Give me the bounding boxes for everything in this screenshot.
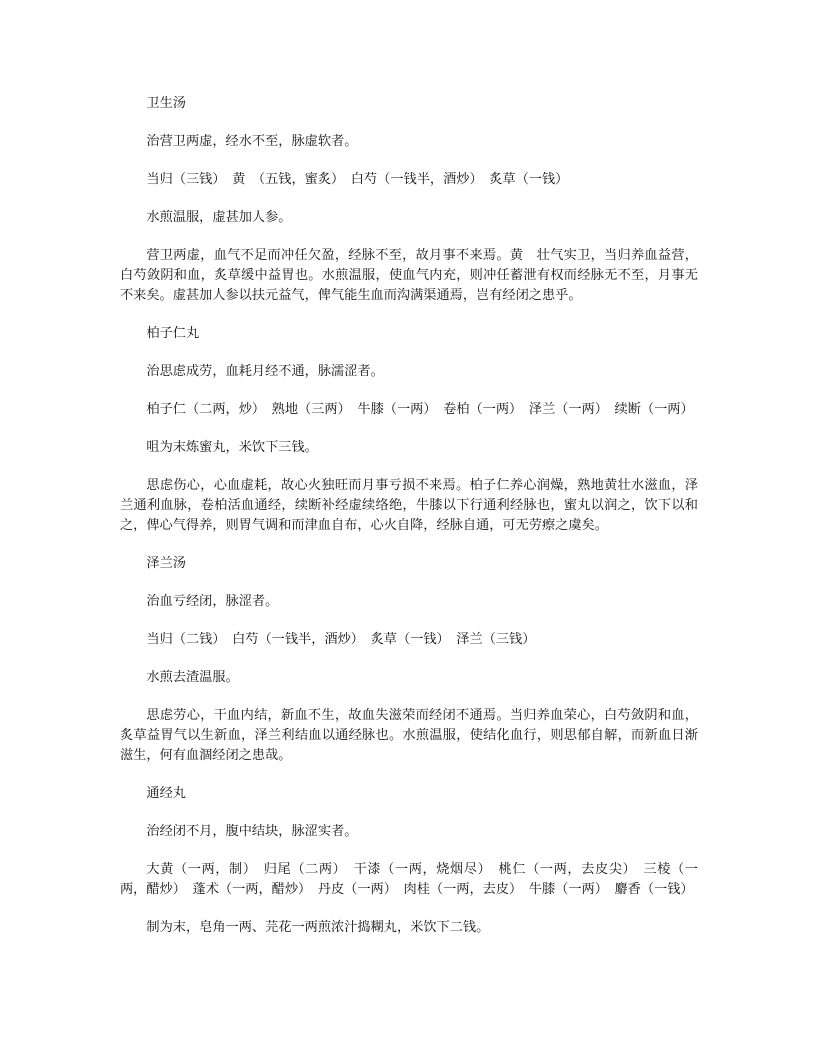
section-title-tongjing-wan: 通经丸 <box>146 786 186 801</box>
indication-tongjing-wan: 治经闭不月，腹中结块，脉涩实者。 <box>146 824 358 839</box>
indication-weisheng-tang: 治营卫两虚，经水不至，脉虚软者。 <box>146 134 358 149</box>
usage-weisheng-tang: 水煎温服，虚甚加人参。 <box>146 210 292 225</box>
usage-zelan-tang: 水煎去渣温服。 <box>146 670 239 685</box>
ingredients-weisheng-tang: 当归（三钱） 黄 （五钱，蜜炙） 白芍（一钱半，酒炒） 炙草（一钱） <box>146 172 569 187</box>
indication-zelan-tang: 治血亏经闭，脉涩者。 <box>146 594 279 609</box>
commentary-baiziren-wan: 思虑伤心，心血虚耗，故心火独旺而月事亏损不来焉。柏子仁养心润燥，熟地黄壮水滋血，泽兰通利血脉，卷柏活血通经，续断补经虚续络绝，牛膝以下行通利经脉也，蜜丸以润之，饮下以和之，俾心气得养，则胃气调和而津血自布，心火自降，经脉自通，可无劳瘵之虞矣。 <box>120 478 698 533</box>
section-title-baiziren-wan: 柏子仁丸 <box>146 326 200 341</box>
section-title-weisheng-tang: 卫生汤 <box>146 96 186 111</box>
ingredients-zelan-tang: 当归（二钱） 白芍（一钱半，酒炒） 炙草（一钱） 泽兰（三钱） <box>146 632 536 647</box>
commentary-weisheng-tang: 营卫两虚，血气不足而冲任欠盈，经脉不至，故月事不来焉。黄 壮气实卫，当归养血益营，白芍敛阴和血，炙草缓中益胃也。水煎温服，使血气内充，则冲任蓄泄有权而经脉无不至，月事无不来矣。虚甚加人参以扶元益气，俾气能生血而沟满渠通焉，岂有经闭之患乎。 <box>120 248 698 303</box>
usage-tongjing-wan: 制为末，皂角一两、芫花一两煎浓汁捣糊丸，米饮下二钱。 <box>146 920 490 935</box>
section-title-zelan-tang: 泽兰汤 <box>146 556 186 571</box>
ingredients-tongjing-wan: 大黄（一两，制） 归尾（二两） 干漆（一两，烧烟尽） 桃仁（一两，去皮尖） 三棱（一两，醋炒） 蓬术（一两，醋炒） 丹皮（一两） 肉桂（一两，去皮） 牛膝（一两） 麝香（一钱） <box>120 862 698 897</box>
ingredients-baiziren-wan: 柏子仁（二两，炒） 熟地（三两） 牛膝（一两） 卷柏（一两） 泽兰（一两） 续断（一两） <box>146 402 694 417</box>
usage-baiziren-wan: 咀为末炼蜜丸，米饮下三钱。 <box>146 440 318 455</box>
commentary-zelan-tang: 思虑劳心，干血内结，新血不生，故血失滋荣而经闭不通焉。当归养血荣心，白芍敛阴和血，炙草益胃气以生新血，泽兰利结血以通经脉也。水煎温服，使结化血行，则思郁自解，而新血日渐滋生，何有血涸经闭之患哉。 <box>120 708 698 763</box>
document-body <box>120 94 698 956</box>
indication-baiziren-wan: 治思虑成劳，血耗月经不通，脉濡涩者。 <box>146 364 384 379</box>
